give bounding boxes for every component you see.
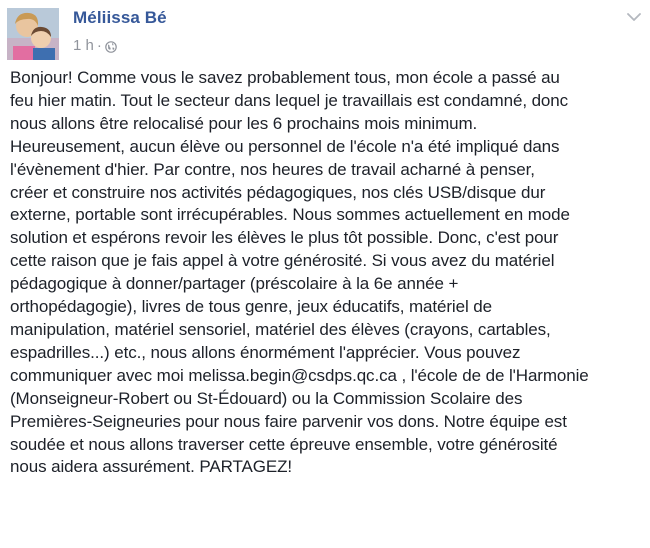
message-line: soudée et nous allons traverser cette épreuve ensemble, votre générosité (10, 434, 558, 454)
meta-separator: · (96, 37, 102, 54)
message-line: (Monseigneur-Robert ou St-Édouard) ou la Commission Scolaire des (10, 388, 523, 408)
avatar-photo (7, 8, 59, 60)
message-line: créer et construire nos activités pédagogiques, nos clés USB/disque dur (10, 182, 546, 202)
message-line: nous allons être relocalisé pour les 6 prochains mois minimum. (10, 113, 478, 133)
message-line-email (10, 365, 642, 388)
message-line: solution et espérons revoir les élèves le plus tôt possible. Donc, c'est pour (10, 228, 559, 248)
message-line: l'évènement d'hier. Par contre, nos heures de travail acharné à penser, (10, 159, 535, 179)
globe-icon[interactable] (105, 40, 117, 52)
chevron-down-icon[interactable] (626, 10, 642, 22)
message-line: pédagogique à donner/partager (préscolaire à la 6e année + (10, 274, 459, 294)
message-line: Heureusement, aucun élève ou personnel de l'école n'a été impliqué dans (10, 136, 560, 156)
email-line-suffix: , l'école de de l'Harmonie (396, 365, 589, 385)
message-line: Premières-Seigneuries pour nous faire parvenir vos dons. Notre équipe est (10, 411, 567, 431)
message-line: Bonjour! Comme vous le savez probablement tous, mon école a passé au (10, 68, 560, 87)
message-line: orthopédagogie), livres de tous genre, jeux éducatifs, matériel de (10, 297, 492, 317)
post-meta (73, 37, 117, 54)
post-timestamp[interactable]: 1 h (73, 37, 94, 54)
message-line: espadrilles...) etc., nous allons énormément l'apprécier. Vous pouvez (10, 342, 521, 362)
email-line-prefix: communiquer avec moi (10, 365, 189, 385)
message-line: manipulation, matériel sensoriel, matériel des élèves (crayons, cartables, (10, 319, 551, 339)
message-line: feu hier matin. Tout le secteur dans lequel je travaillais est condamné, donc (10, 90, 569, 110)
message-line: cette raison que je fais appel à votre générosité. Si vous avez du matériel (10, 251, 555, 271)
avatar[interactable] (7, 8, 59, 60)
message-line: nous aidera assurément. PARTAGEZ! (10, 457, 293, 477)
post-message (10, 67, 642, 479)
message-line: externe, portable sont irrécupérables. Nous sommes actuellement en mode (10, 205, 570, 225)
email-link[interactable]: melissa.begin@csdps.qc.ca (188, 365, 397, 385)
author-name[interactable]: Méliissa Bé (73, 8, 167, 27)
